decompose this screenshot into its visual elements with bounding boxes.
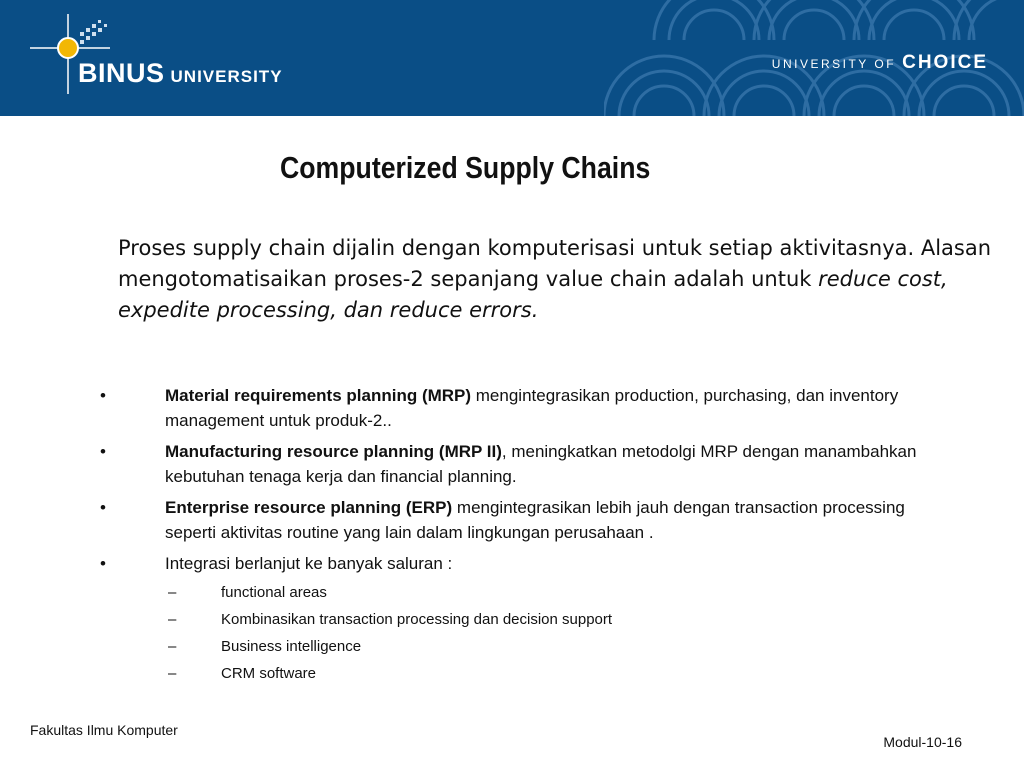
- bullet-text: mengintegrasikan lebih jauh dengan transaction processing seperti aktivitas routine yang lain dalam lingkungan perusahaan .: [165, 498, 905, 542]
- bullet-text: mengintegrasikan production, purchasing, dan inventory management untuk produk-2..: [165, 386, 899, 430]
- dash-icon: –: [168, 638, 177, 655]
- dash-icon: –: [168, 611, 177, 628]
- sub-item-text: Business intelligence: [221, 638, 362, 655]
- bullet-list: [100, 383, 930, 690]
- tagline-small: UNIVERSITY OF: [771, 57, 897, 71]
- bullet-term: Material requirements planning (MRP): [165, 386, 472, 405]
- logo-main: BINUS: [78, 58, 165, 88]
- sub-item-text: functional areas: [221, 584, 327, 601]
- binus-logo-text: [78, 58, 283, 89]
- sub-list-item: [100, 663, 930, 685]
- intro-plain: Proses supply chain dijalin dengan komputerisasi untuk setiap aktivitasnya. Alasan mengotomatisaikan proses-2 sepanjang value chain adalah untuk: [118, 236, 992, 291]
- dash-icon: –: [168, 665, 177, 682]
- sub-item-text: CRM software: [221, 665, 317, 682]
- bullet-icon: •: [100, 498, 106, 517]
- sub-list-item: [100, 609, 930, 631]
- bullet-term: Enterprise resource planning (ERP): [165, 498, 453, 517]
- sub-list-item: [100, 582, 930, 604]
- tagline-big: CHOICE: [902, 52, 988, 73]
- bullet-text: Integrasi berlanjut ke banyak saluran :: [165, 554, 453, 573]
- bullet-icon: •: [100, 386, 106, 405]
- bullet-term: Manufacturing resource planning (MRP II): [165, 442, 502, 461]
- footer-page-number: Modul-10-16: [883, 734, 962, 750]
- intro-paragraph: [118, 233, 998, 326]
- bullet-icon: •: [100, 554, 106, 573]
- footer-faculty: Fakultas Ilmu Komputer: [30, 722, 178, 738]
- list-item: [100, 495, 930, 545]
- sub-list-item: [100, 636, 930, 658]
- header-banner: [0, 0, 1024, 116]
- intro-italic: reduce cost, expedite processing, dan reduce errors.: [118, 267, 948, 322]
- logo-sub: UNIVERSITY: [170, 67, 283, 86]
- list-item: [100, 439, 930, 489]
- slide-title: Computerized Supply Chains: [280, 150, 651, 185]
- dash-icon: –: [168, 584, 177, 601]
- university-tagline: [772, 52, 988, 74]
- list-item: [100, 383, 930, 433]
- bullet-icon: •: [100, 442, 106, 461]
- list-item: [100, 551, 930, 576]
- sub-item-text: Kombinasikan transaction processing dan decision support: [221, 611, 613, 628]
- bullet-text: , meningkatkan metodolgi MRP dengan manambahkan kebutuhan tenaga kerja dan financial planning.: [165, 442, 917, 486]
